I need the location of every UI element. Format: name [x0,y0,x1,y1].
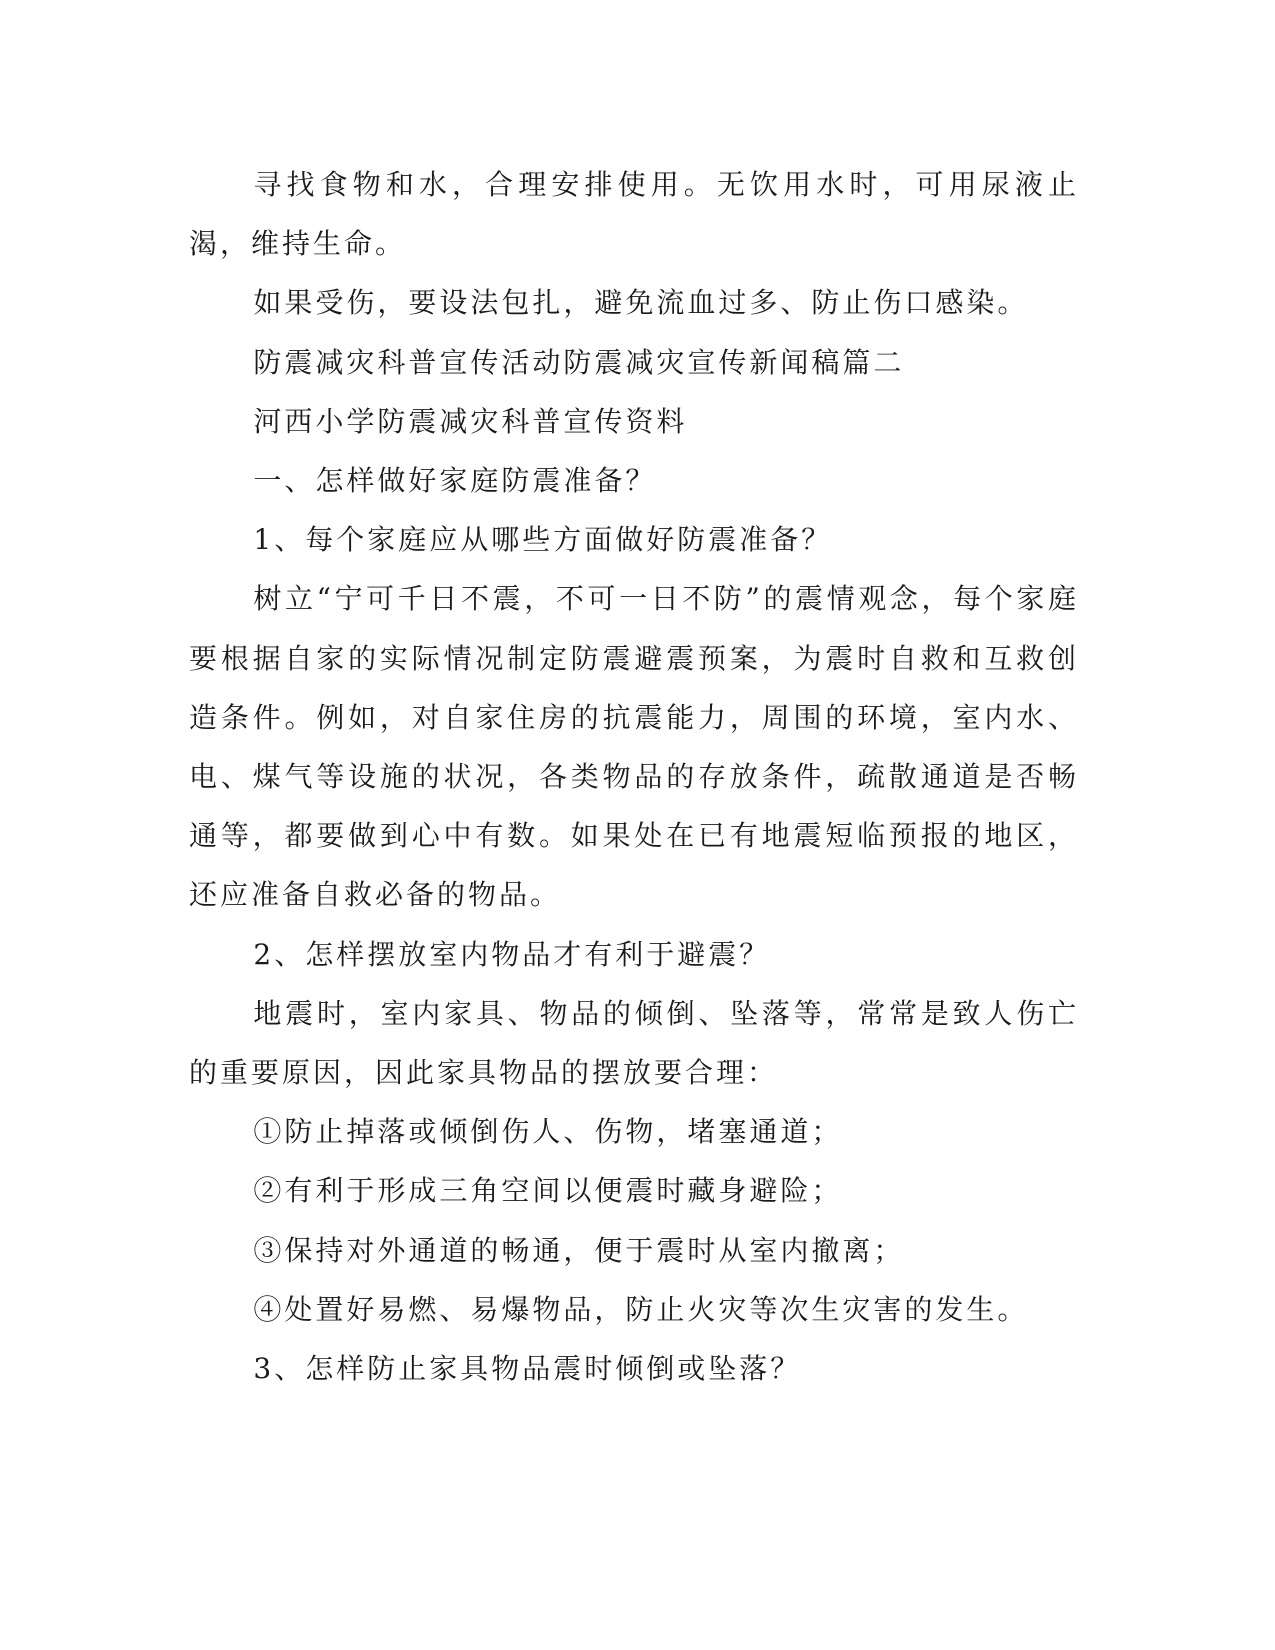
question-1: 1、每个家庭应从哪些方面做好防震准备？ [253,523,833,557]
section-heading-1: 一、怎样做好家庭防震准备？ [253,464,657,498]
list-item-4: ④处置好易燃、易爆物品，防止火灾等次生灾害的发生。 [253,1292,1029,1326]
answer-1: 树立“宁可千日不震，不可一日不防”的震情观念，每个家庭要根据自家的实际情况制定防震避震预案，为震时自救和互救创造条件。例如，对自家住房的抗震能力，周围的环境，室内水、电、煤气等设施的状况，各类物品的存放条件，疏散通道是否畅通等，都要做到心中有数。如果处在已有地震短临预报的地区，还应准备自救必备的物品。 [189,582,1079,912]
answer-2: 地震时，室内家具、物品的倾倒、坠落等，常常是致人伤亡的重要原因，因此家具物品的摆放要合理： [189,996,1079,1090]
list-item-1: ①防止掉落或倾倒伤人、伤物，堵塞通道； [253,1115,843,1149]
list-item-3: ③保持对外通道的畅通，便于震时从室内撤离； [253,1233,905,1267]
paragraph-school-title: 河西小学防震减灾科普宣传资料 [253,404,688,438]
question-2: 2、怎样摆放室内物品才有利于避震？ [253,937,771,971]
paragraph-injury: 如果受伤，要设法包扎，避免流血过多、防止伤口感染。 [253,286,1029,320]
paragraph-article-title: 防震减灾科普宣传活动防震减灾宣传新闻稿篇二 [253,345,905,379]
question-3: 3、怎样防止家具物品震时倾倒或坠落？ [253,1352,802,1386]
list-item-2: ②有利于形成三角空间以便震时藏身避险； [253,1174,843,1208]
paragraph-food-water: 寻找食物和水，合理安排使用。无饮用水时，可用尿液止渴，维持生命。 [189,168,1079,261]
document-body [189,155,1079,1398]
